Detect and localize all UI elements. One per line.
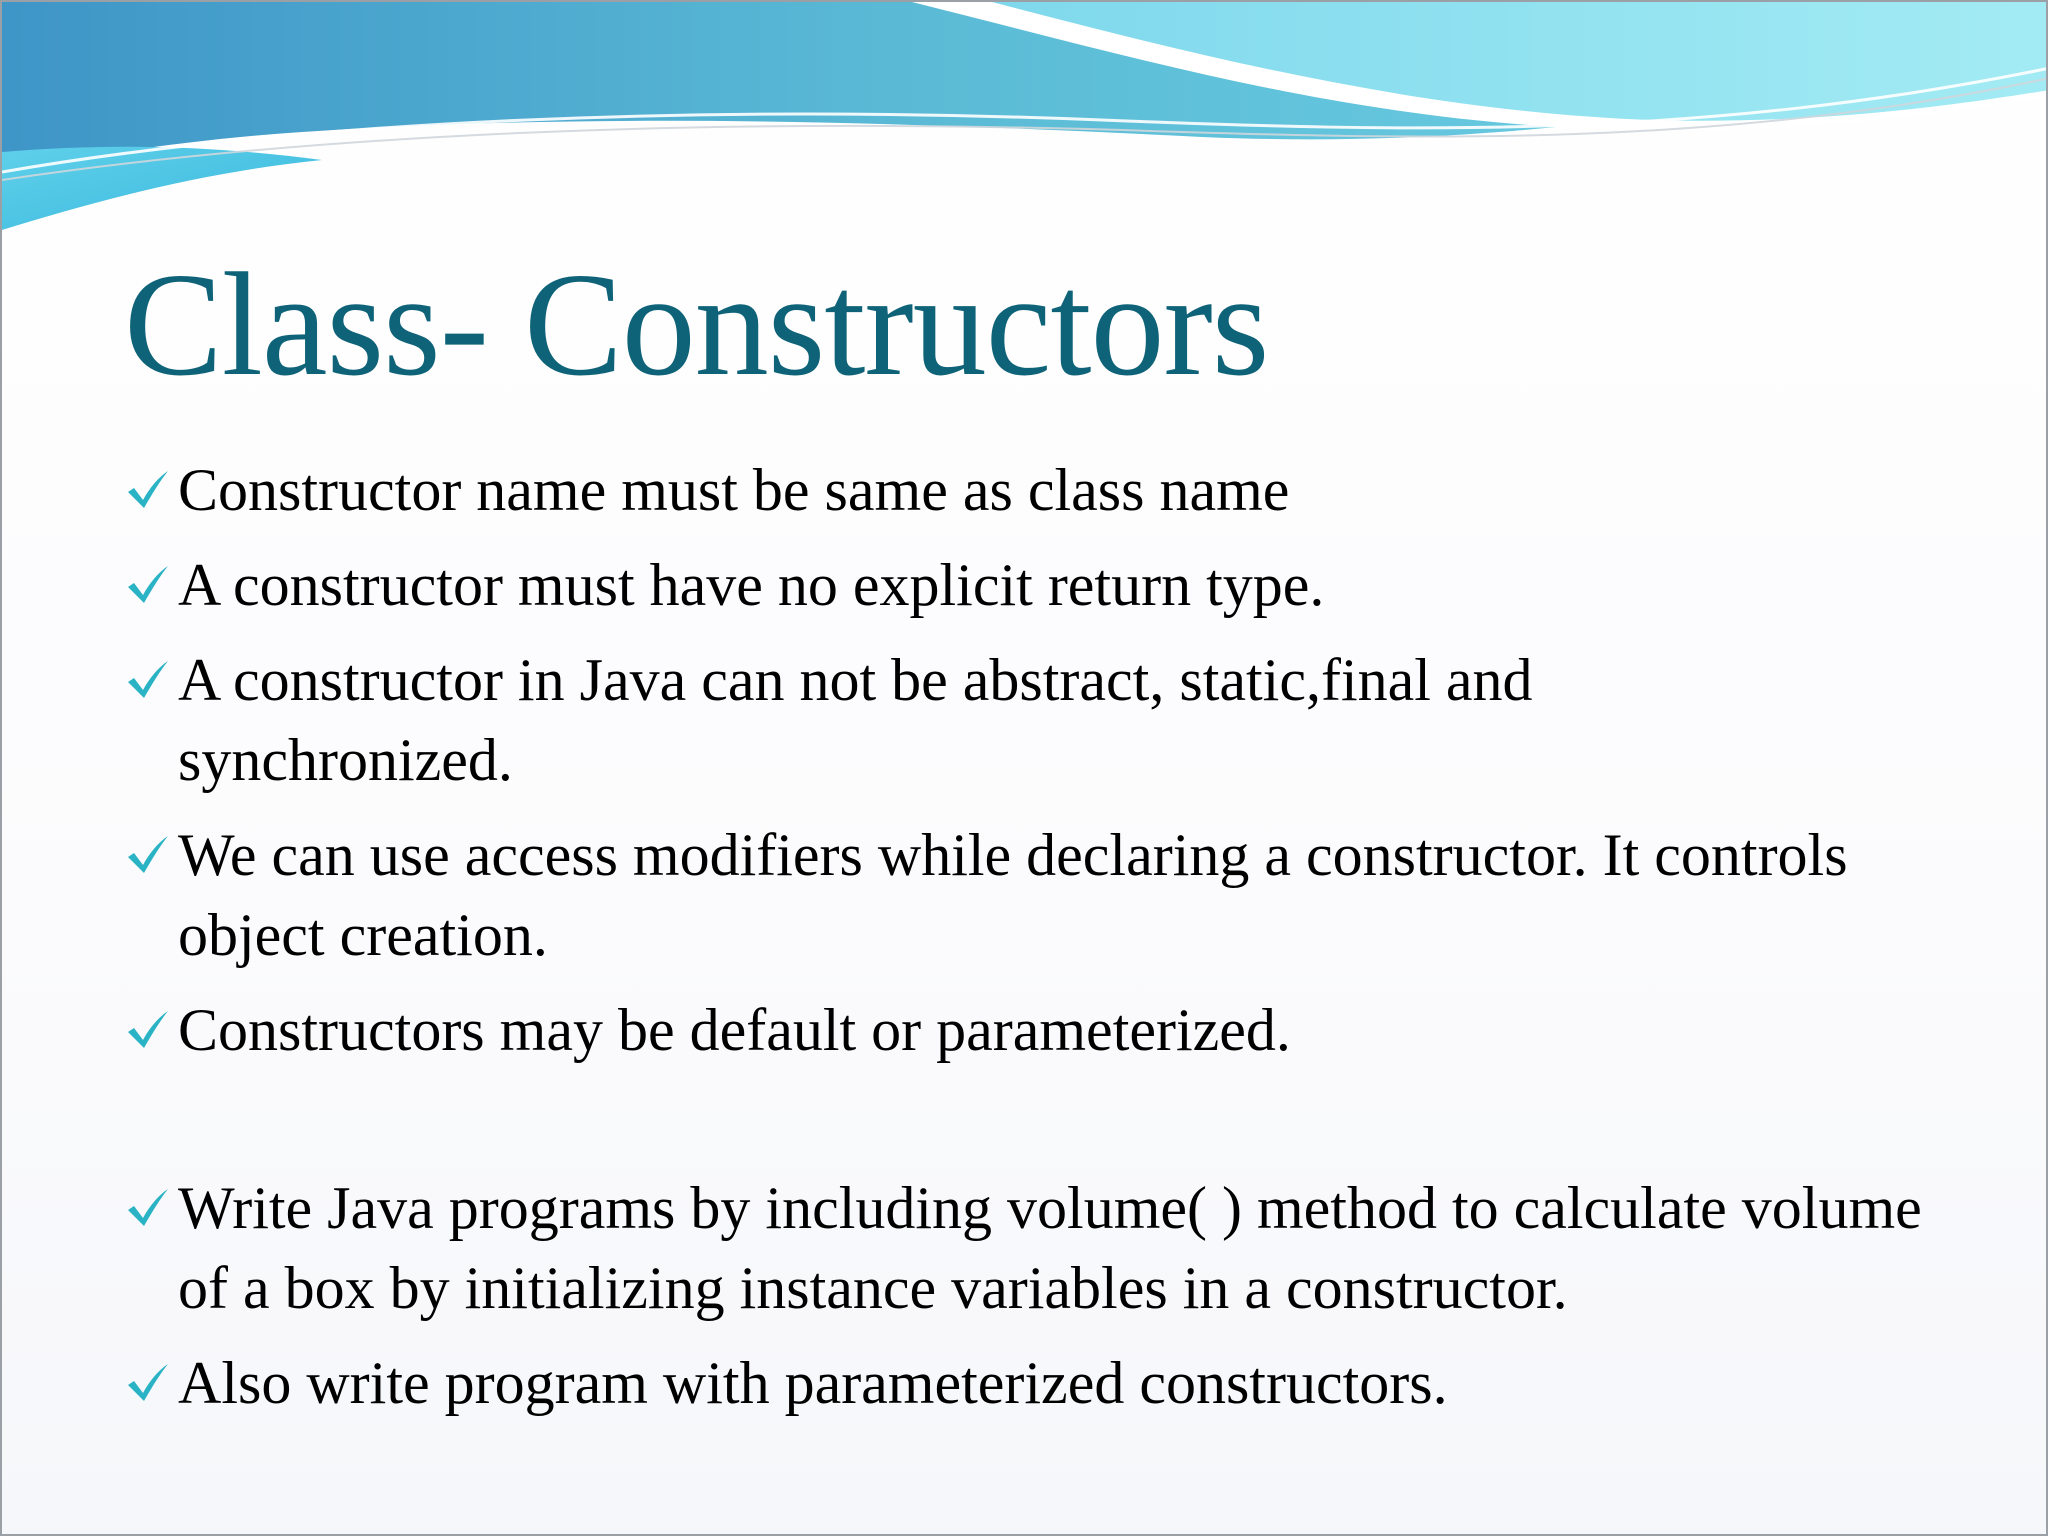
check-icon bbox=[126, 1168, 174, 1248]
bullet-text: A constructor in Java can not be abstract, static,final and synchronized. bbox=[178, 647, 1533, 793]
bullet-item bbox=[124, 990, 1984, 1070]
bullet-item bbox=[124, 545, 1984, 625]
bullet-text: Constructors may be default or parameterized. bbox=[178, 997, 1291, 1063]
bullet-text: Constructor name must be same as class name bbox=[178, 457, 1290, 523]
bullet-text: A constructor must have no explicit return type. bbox=[178, 552, 1325, 618]
check-icon bbox=[126, 815, 174, 895]
bullet-item bbox=[124, 815, 1984, 975]
check-icon bbox=[126, 450, 174, 530]
bullet-item bbox=[124, 640, 1984, 800]
check-icon bbox=[126, 1343, 174, 1423]
bullet-text: We can use access modifiers while declaring a constructor. It controls object creation. bbox=[178, 822, 1848, 968]
check-icon bbox=[126, 990, 174, 1070]
bullet-item bbox=[124, 1168, 1984, 1328]
bullet-text: Also write program with parameterized constructors. bbox=[178, 1350, 1448, 1416]
check-icon bbox=[126, 640, 174, 720]
check-icon bbox=[126, 545, 174, 625]
bullet-item bbox=[124, 1343, 1984, 1423]
slide-title: Class- Constructors bbox=[124, 243, 1269, 407]
header-wave-banner bbox=[2, 2, 2048, 242]
bullet-list bbox=[124, 450, 1984, 1438]
bullet-text: Write Java programs by including volume( ) method to calculate volume of a box by initializing instance variables in a constructor. bbox=[178, 1175, 1922, 1321]
bullet-item bbox=[124, 450, 1984, 530]
